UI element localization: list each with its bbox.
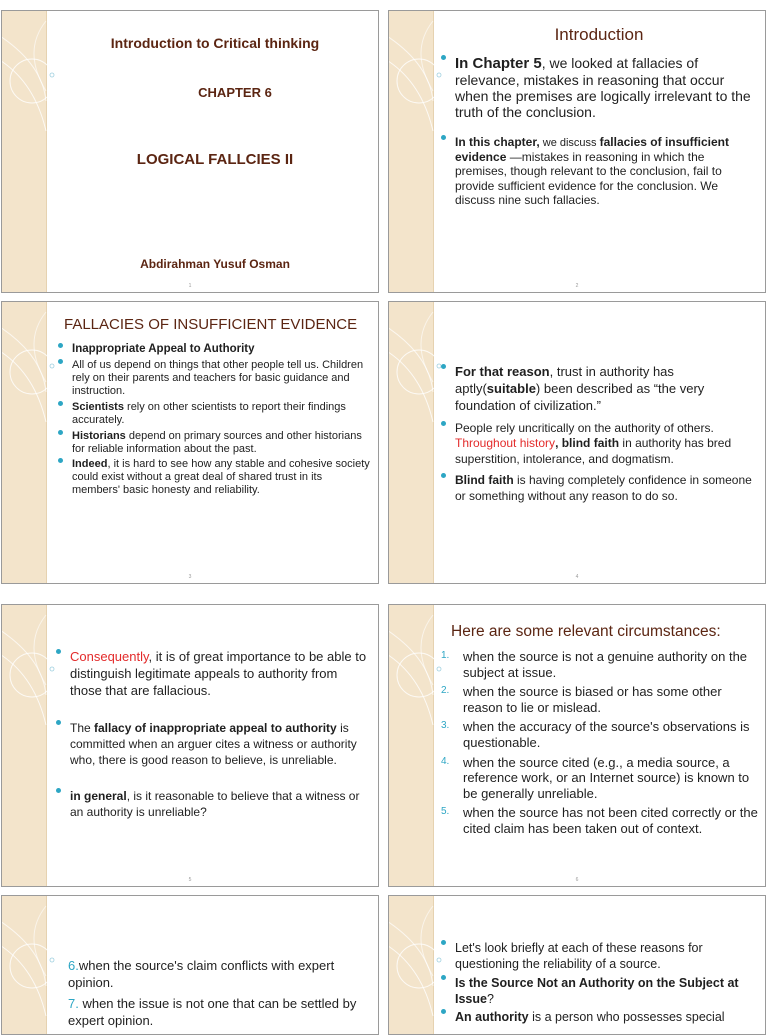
slide-4 [388, 301, 766, 584]
bold-text: In Chapter 5 [455, 55, 542, 72]
slide-6 [388, 604, 766, 887]
decorative-strip [389, 302, 434, 583]
decorative-swirl-icon [2, 302, 62, 584]
decorative-strip [389, 896, 434, 1034]
bullet-item: Inappropriate Appeal to Authority [58, 343, 370, 356]
decorative-swirl-icon [2, 605, 62, 887]
slide-3 [1, 301, 379, 584]
item-number: 4. [441, 755, 450, 767]
item-number: 3. [441, 720, 450, 732]
list-item: 6.when the source's claim conflicts with expert opinion. [68, 958, 335, 990]
bullet-item: Blind faith is having completely confidence in someone or something without any reason to do so. [441, 473, 757, 504]
bullet-item: Scientists rely on other scientists to report their findings accurately. [58, 401, 370, 427]
decorative-strip [389, 605, 434, 886]
page-number: 1 [188, 283, 192, 289]
decorative-strip [2, 896, 47, 1034]
list-item: 7. when the issue is not one that can be settled by expert opinion. [68, 995, 357, 1028]
slide-1 [1, 10, 379, 293]
slide-7 [1, 895, 379, 1035]
page-number: 2 [575, 283, 579, 289]
decorative-swirl-icon [389, 302, 449, 584]
item-text: when the accuracy of the source's observations is questionable. [463, 719, 750, 750]
bullet-item: Historians depend on primary sources and other historians for reliable information about the past. [58, 430, 370, 456]
circumstance-item [441, 719, 761, 750]
bullet-item: People rely uncritically on the authority of others. Throughout history, blind faith in authority has bred superstition, intolerance, and dogmatism. [441, 421, 757, 468]
decorative-strip [2, 605, 47, 886]
decorative-swirl-icon [389, 11, 449, 293]
page-number: 4 [575, 574, 579, 580]
bullet-item: Consequently, it is of great importance to be able to distinguish legitimate appeals to authority from those that are fallacious. [56, 649, 370, 700]
bullet-item: Let's look briefly at each of these reasons for questioning the reliability of a source. [441, 940, 759, 973]
bullet-item: Is the Source Not an Authority on the Subject at Issue? [441, 975, 759, 1008]
slide-2 [388, 10, 766, 293]
slide-subtitle: LOGICAL FALLCIES II [136, 151, 294, 168]
item-number: 5. [441, 806, 450, 818]
chapter-label: CHAPTER 6 [198, 85, 272, 100]
slide-8 [388, 895, 766, 1035]
author-name: Abdirahman Yusuf Osman [140, 257, 290, 271]
bullet-item: The fallacy of inappropriate appeal to authority is committed when an arguer cites a witness or authority who, there is good reason to believe, is unreliable. [56, 720, 370, 769]
decorative-strip [2, 302, 47, 583]
item-text: when the source has not been cited correctly or the cited claim has been taken out of context. [463, 805, 758, 836]
item-text: when the source is not a genuine authority on the subject at issue. [463, 649, 748, 680]
circumstance-item [441, 755, 761, 802]
item-text: when the source is biased or has some other reason to lie or mislead. [463, 684, 722, 715]
decorative-swirl-icon [2, 896, 62, 1035]
circumstance-item [441, 805, 761, 836]
page-number: 3 [188, 574, 192, 580]
bullet-item: All of us depend on things that other people tell us. Children rely on their parents and teachers for basic guidance and instruction. [58, 359, 370, 398]
decorative-swirl-icon [389, 605, 449, 887]
item-number: 1. [441, 650, 450, 661]
slide-5 [1, 604, 379, 887]
slide-title: Here are some relevant circumstances: [451, 623, 721, 640]
item-text: when the source cited (e.g., a media source, a reference work, or an Internet source) is known to be generally unreliable. [463, 754, 750, 801]
bullet-item: For that reason, trust in authority has aptly(suitable) been described as “the very foundation of civilization.” [441, 364, 757, 415]
circumstance-item [441, 684, 761, 715]
circumstance-item [441, 649, 761, 680]
bullet-item: In Chapter 5, we looked at fallacies of relevance, mistakes in reasoning that occur when the premises are logically irrelevant to the truth of the conclusion. [441, 55, 757, 121]
bullet-item: Indeed, it is hard to see how any stable and cohesive society could exist without a great deal of shared trust in its members' basic honesty and reliability. [58, 458, 370, 497]
slide-title: Introduction [554, 25, 644, 44]
decorative-swirl-icon [389, 896, 449, 1035]
decorative-strip [2, 11, 47, 292]
circumstances-list [441, 649, 761, 837]
bullet-item: In this chapter, we discuss fallacies of insufficient evidence —mistakes in reasoning in which the premises, though relevant to the conclusion, fail to provide sufficient evidence for the conclusion. We discuss nine such fallacies. [441, 135, 757, 208]
decorative-strip [389, 11, 434, 292]
item-number: 2. [441, 685, 450, 697]
page-number: 5 [188, 877, 192, 883]
slide-title: Introduction to Critical thinking [110, 35, 320, 51]
page-number: 6 [575, 877, 579, 883]
bullet-item: in general, is it reasonable to believe that a witness or an authority is unreliable? [56, 788, 370, 820]
bullet-item: An authority is a person who possesses special [441, 1009, 759, 1025]
slide-title: FALLACIES OF INSUFFICIENT EVIDENCE [64, 316, 358, 333]
